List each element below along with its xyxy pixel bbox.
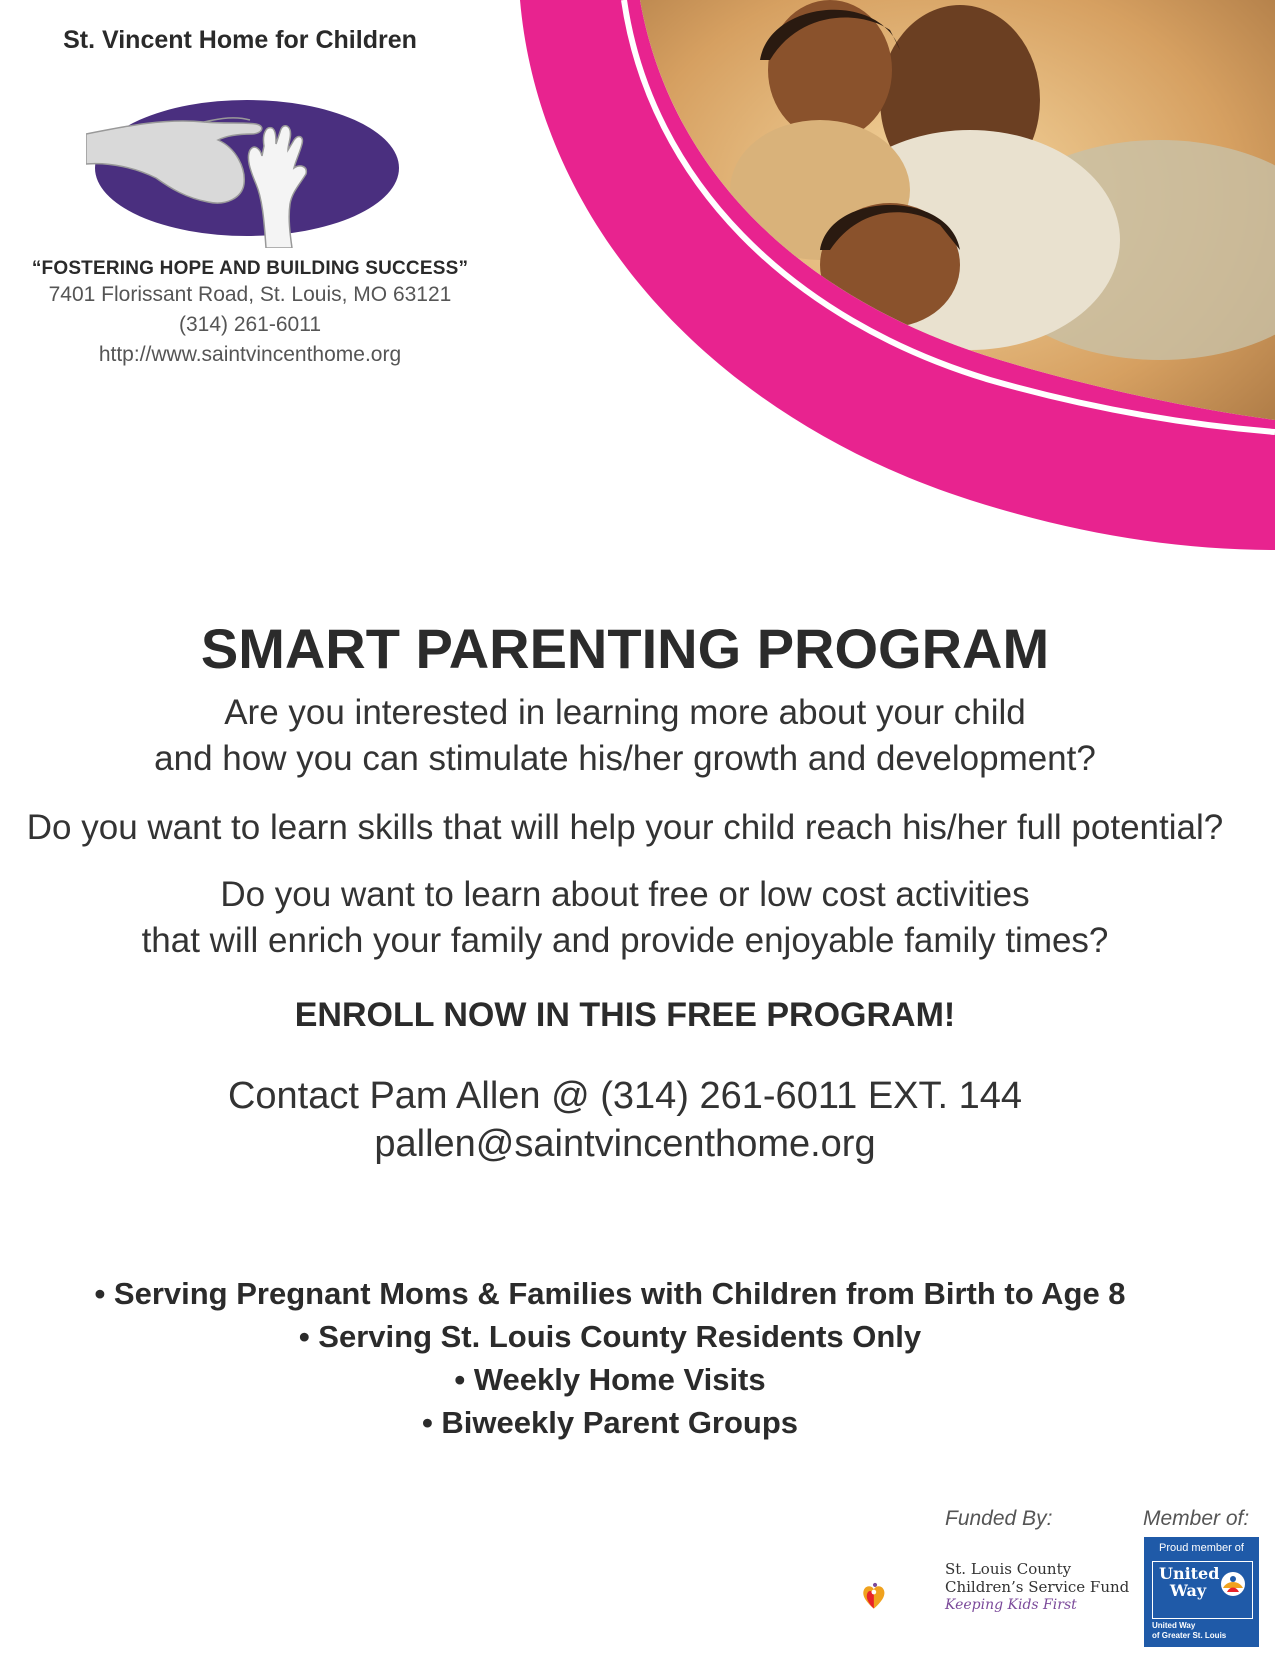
list-item: • Serving Pregnant Moms & Families with Children from Birth to Age 8 [94, 1276, 1126, 1311]
question-3 [0, 872, 1250, 964]
funded-by-label: Funded By: [945, 1507, 1053, 1530]
contact-block [0, 1072, 1250, 1168]
program-features-list [0, 1272, 1220, 1444]
question-3-line-2: that will enrich your family and provide enjoyable family times? [141, 921, 1109, 960]
contact-phone-line: Contact Pam Allen @ (314) 261-6011 EXT. 144 [227, 1075, 1023, 1117]
org-phone: (314) 261-6011 [178, 313, 322, 336]
family-photo [520, 0, 1275, 560]
hands-logo [86, 88, 408, 248]
united-way-logo-box [1152, 1561, 1253, 1619]
united-way-sub-line-1: United Way [1152, 1621, 1196, 1630]
question-1-line-1: Are you interested in learning more about your child [224, 693, 1026, 732]
member-of-label: Member of: [1143, 1507, 1250, 1530]
org-name: St. Vincent Home for Children [63, 26, 417, 54]
question-1-line-2: and how you can stimulate his/her growth and development? [154, 739, 1096, 778]
united-way-name-line-2: Way [1169, 1581, 1207, 1600]
united-way-name [1159, 1564, 1220, 1600]
united-way-sub-line-2: of Greater St. Louis [1152, 1631, 1227, 1640]
org-tagline: “FOSTERING HOPE AND BUILDING SUCCESS” [31, 258, 469, 279]
org-address: 7401 Florissant Road, St. Louis, MO 63121 [48, 283, 452, 306]
childrens-service-fund-logo [862, 1545, 942, 1645]
united-way-emblem-icon [1219, 1570, 1247, 1598]
united-way-badge [1144, 1537, 1259, 1647]
contact-email[interactable]: pallen@saintvincenthome.org [374, 1123, 876, 1165]
united-way-top-text: Proud member of [1159, 1542, 1244, 1554]
question-2: Do you want to learn skills that will help your child reach his/her full potential? [26, 808, 1224, 847]
list-item: • Serving St. Louis County Residents Only [298, 1319, 922, 1354]
list-item: • Weekly Home Visits [454, 1362, 766, 1397]
united-way-subtext [1152, 1621, 1252, 1641]
program-title: SMART PARENTING PROGRAM [200, 617, 1050, 680]
list-item: • Biweekly Parent Groups [421, 1405, 799, 1440]
cs-fund-tagline: Keeping Kids First [945, 1597, 1077, 1613]
cs-fund-line-2: Children’s Service Fund [945, 1578, 1130, 1596]
org-contact-block [30, 258, 470, 370]
childrens-service-fund-text [945, 1560, 1145, 1614]
question-3-line-1: Do you want to learn about free or low cost activities [220, 875, 1030, 914]
united-way-name-line-1: United [1159, 1564, 1220, 1583]
enroll-callout: ENROLL NOW IN THIS FREE PROGRAM! [294, 996, 956, 1034]
cs-fund-line-1: St. Louis County [945, 1560, 1072, 1578]
org-website[interactable]: http://www.saintvincenthome.org [98, 343, 402, 366]
question-1 [0, 690, 1250, 782]
